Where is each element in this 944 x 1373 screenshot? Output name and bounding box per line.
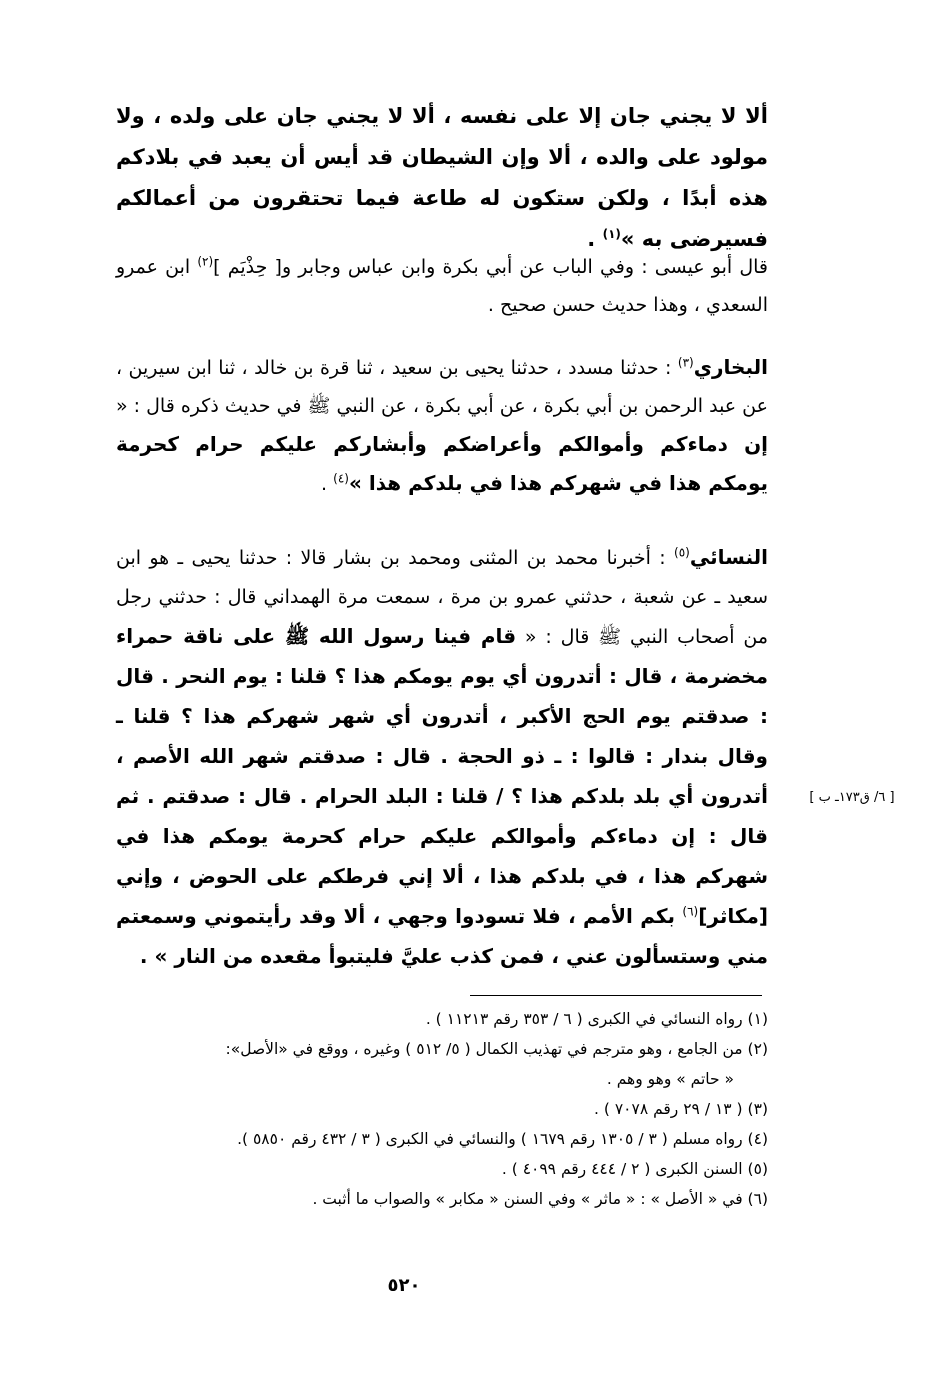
paragraph-text: ألا لا يجني جان إلا على نفسه ، ألا لا يجني جان على ولده ، ولا مولود على والده ، ألا وإن الشيطان قد أيس أن يعبد في بلادكم هذه أبدًا ، ولكن ستكون له طاعة فيما تحتقرون من أعمالكم فسيرضى به » <box>116 104 768 251</box>
footnote-number: (٥) <box>747 1160 768 1178</box>
footnote-text: السنن الكبرى ( ٢ / ٤٤٤ رقم ٤٠٩٩ ) . <box>501 1160 743 1178</box>
footnote-text: ( ١٣ / ٢٩ رقم ٧٠٧٨ ) . <box>594 1100 743 1118</box>
footnote-ref: (٦) <box>682 904 699 919</box>
footnote-ref: (٤) <box>333 471 349 486</box>
footnote-number: (٦) <box>747 1190 768 1208</box>
footnote-item <box>23 1154 768 1184</box>
hadith-quote-end: بكم الأمم ، فلا تسودوا وجهي ، ألا وقد رأيتموني وسمعتم مني وستسألون عني ، فمن كذب عليَّ فليتبوأ مقعده من النار » . <box>116 904 768 968</box>
footnote-ref: (٣) <box>677 355 694 370</box>
hadith-continuation-paragraph <box>116 96 768 260</box>
source-name: النسائي <box>689 545 768 569</box>
paragraph-end: . <box>587 227 603 251</box>
footnotes <box>23 1004 768 1214</box>
source-name: البخاري <box>693 355 768 379</box>
page-number: ٥٢٠ <box>387 1275 421 1296</box>
paragraph-end: . <box>321 473 334 495</box>
tirmidhi-comment-paragraph <box>116 248 768 324</box>
footnote-item <box>23 1094 768 1124</box>
footnote-number: (١) <box>747 1010 768 1028</box>
footnote-ref: (٥) <box>674 545 690 560</box>
footnote-number: (٤) <box>747 1130 768 1148</box>
footnote-text: من الجامع ، وهو مترجم في تهذيب الكمال ( ٥/ ٥١٢ ) وغيره ، ووقع في «الأصل»: <box>225 1040 743 1058</box>
footnote-number: (٣) <box>747 1100 768 1118</box>
footnote-separator <box>470 995 762 996</box>
hadith-quote: قام فينا رسول الله ﷺ على ناقة حمراء مخضرمة ، قال : أتدرون أي يوم يومكم هذا ؟ قلنا : يوم النحر . قال : صدقتم يوم الحج الأكبر ، أتدرون أي شهر شهركم هذا ؟ قلنا ـ وقال بندار : قالوا : ـ ذو الحجة . قال : صدقتم شهر الله الأصم ، أتدرون أي بلد بلدكم هذا ؟ / قلنا : البلد الحرام . قال : صدقتم . ثم قال : إن دماءكم وأموالكم عليكم حرام كحرمة يومكم هذا في شهركم هذا ، في بلدكم هذا ، ألا إني فرطكم على الحوض ، وإني [مكاثر] <box>116 624 768 928</box>
paragraph-end: ابن عمرو السعدي ، وهذا حديث حسن صحيح . <box>116 256 768 316</box>
manuscript-folio-note: [ ٦/ ق١٧٣ـ ب ] <box>809 790 895 805</box>
footnote-number: (٢) <box>747 1040 768 1058</box>
footnote-item <box>23 1184 768 1214</box>
nasai-paragraph <box>116 538 768 977</box>
footnote-text: في « الأصل » : « ماثر » وفي السنن « مكابر » والصواب ما أثبت . <box>312 1190 743 1208</box>
isnad-text: : أخبرنا محمد بن المثنى ومحمد بن بشار قالا : حدثنا يحيى ـ هو ابن سعيد ـ عن شعبة ، حدثني عمرو بن مرة ، سمعت مرة الهمداني قال : حدثني رجل من أصحاب النبي ﷺ قال : « <box>116 547 768 648</box>
footnote-item <box>23 1004 768 1034</box>
footnote-item <box>23 1124 768 1154</box>
paragraph-text: قال أبو عيسى : وفي الباب عن أبي بكرة وابن عباس وجابر و[ حِذْيَم ] <box>213 256 768 278</box>
isnad-text: : حدثنا مسدد ، حدثنا يحيى بن سعيد ، ثنا قرة بن خالد ، ثنا ابن سيرين ، عن عبد الرحمن بن أبي بكرة ، عن أبي بكرة ، عن النبي ﷺ في حديث ذكره قال : « <box>116 357 768 417</box>
hadith-quote: إن دماءكم وأموالكم وأعراضكم وأبشاركم عليكم حرام كحرمة يومكم هذا في شهركم هذا في بلدكم هذا » <box>116 432 768 495</box>
footnote-item <box>23 1034 768 1064</box>
footnote-text: رواه النسائي في الكبرى ( ٦ / ٣٥٣ رقم ١١٢١٣ ) . <box>425 1010 743 1028</box>
footnote-continuation: « حاتم » وهو وهم . <box>606 1070 734 1088</box>
footnote-ref: (١) <box>602 227 621 241</box>
footnote-ref: (٢) <box>197 254 214 269</box>
footnote-text: رواه مسلم ( ٣ / ١٣٠٥ رقم ١٦٧٩ ) والنسائي في الكبرى ( ٣ / ٤٣٢ رقم ٥٨٥٠ ). <box>237 1130 743 1148</box>
bukhari-paragraph <box>116 348 768 503</box>
